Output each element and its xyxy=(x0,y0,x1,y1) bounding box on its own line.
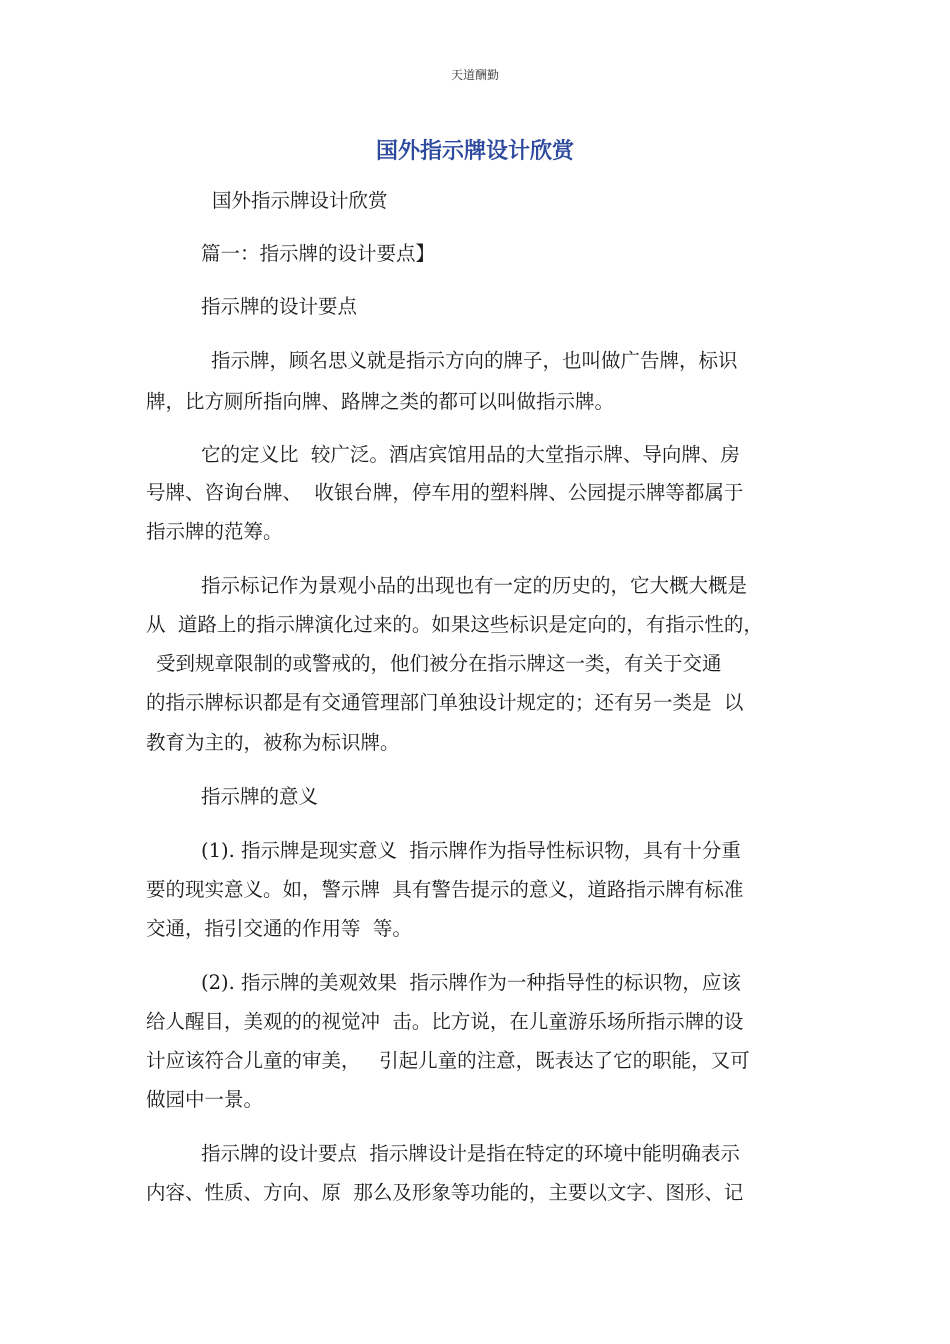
paragraph-line: (2). 指示牌的美观效果 指示牌作为一种指导性的标识物，应该 xyxy=(201,971,741,994)
paragraph-line: 指示牌的范筹。 xyxy=(146,520,283,543)
paragraph-line: 指示牌，顾名思义就是指示方向的牌子，也叫做广告牌，标识 xyxy=(211,349,738,372)
paragraph-line: 要的现实意义。如，警示牌 具有警告提示的意义，道路指示牌有标准 xyxy=(146,878,744,901)
paragraph-line: 指示标记作为景观小品的出现也有一定的历史的，它大概大概是 xyxy=(201,574,748,597)
section-heading: 篇一：指示牌的设计要点】 xyxy=(201,242,436,265)
paragraph-line: 交通，指引交通的作用等 等。 xyxy=(146,917,412,940)
paragraph-line: 做园中一景。 xyxy=(146,1088,264,1111)
paragraph-line: 教育为主的，被称为标识牌。 xyxy=(146,731,400,754)
section-subheading: 指示牌的设计要点 xyxy=(201,295,358,318)
section-subheading: 指示牌的意义 xyxy=(201,785,319,808)
page-header: 天道酬勤 xyxy=(450,68,499,82)
subtitle-line: 国外指示牌设计欣赏 xyxy=(212,189,388,212)
paragraph-line: 给人醒目，美观的的视觉冲 击。比方说，在儿童游乐场所指示牌的设 xyxy=(146,1010,744,1033)
document-title: 国外指示牌设计欣赏 xyxy=(375,139,574,164)
paragraph-line: 受到规章限制的或警戒的，他们被分在指示牌这一类，有关于交通 xyxy=(156,652,722,675)
paragraph-line: 从 道路上的指示牌演化过来的。如果这些标识是定向的，有指示性的， xyxy=(146,613,763,636)
paragraph-line: 内容、性质、方向、原 那么及形象等功能的，主要以文字、图形、记 xyxy=(146,1181,744,1204)
paragraph-line: 计应该符合儿童的审美， 引起儿童的注意，既表达了它的职能，又可 xyxy=(146,1049,750,1072)
paragraph-line: 的指示牌标识都是有交通管理部门单独设计规定的；还有另一类是 以 xyxy=(146,691,744,714)
paragraph-line: 牌，比方厕所指向牌、路牌之类的都可以叫做指示牌。 xyxy=(146,390,615,413)
paragraph-line: (1). 指示牌是现实意义 指示牌作为指导性标识物，具有十分重 xyxy=(201,839,741,862)
paragraph-line: 它的定义比 较广泛。酒店宾馆用品的大堂指示牌、导向牌、房 xyxy=(201,443,740,466)
paragraph-line: 指示牌的设计要点 指示牌设计是指在特定的环境中能明确表示 xyxy=(201,1142,740,1165)
paragraph-line: 号牌、咨询台牌、 收银台牌，停车用的塑料牌、公园提示牌等都属于 xyxy=(146,481,744,504)
